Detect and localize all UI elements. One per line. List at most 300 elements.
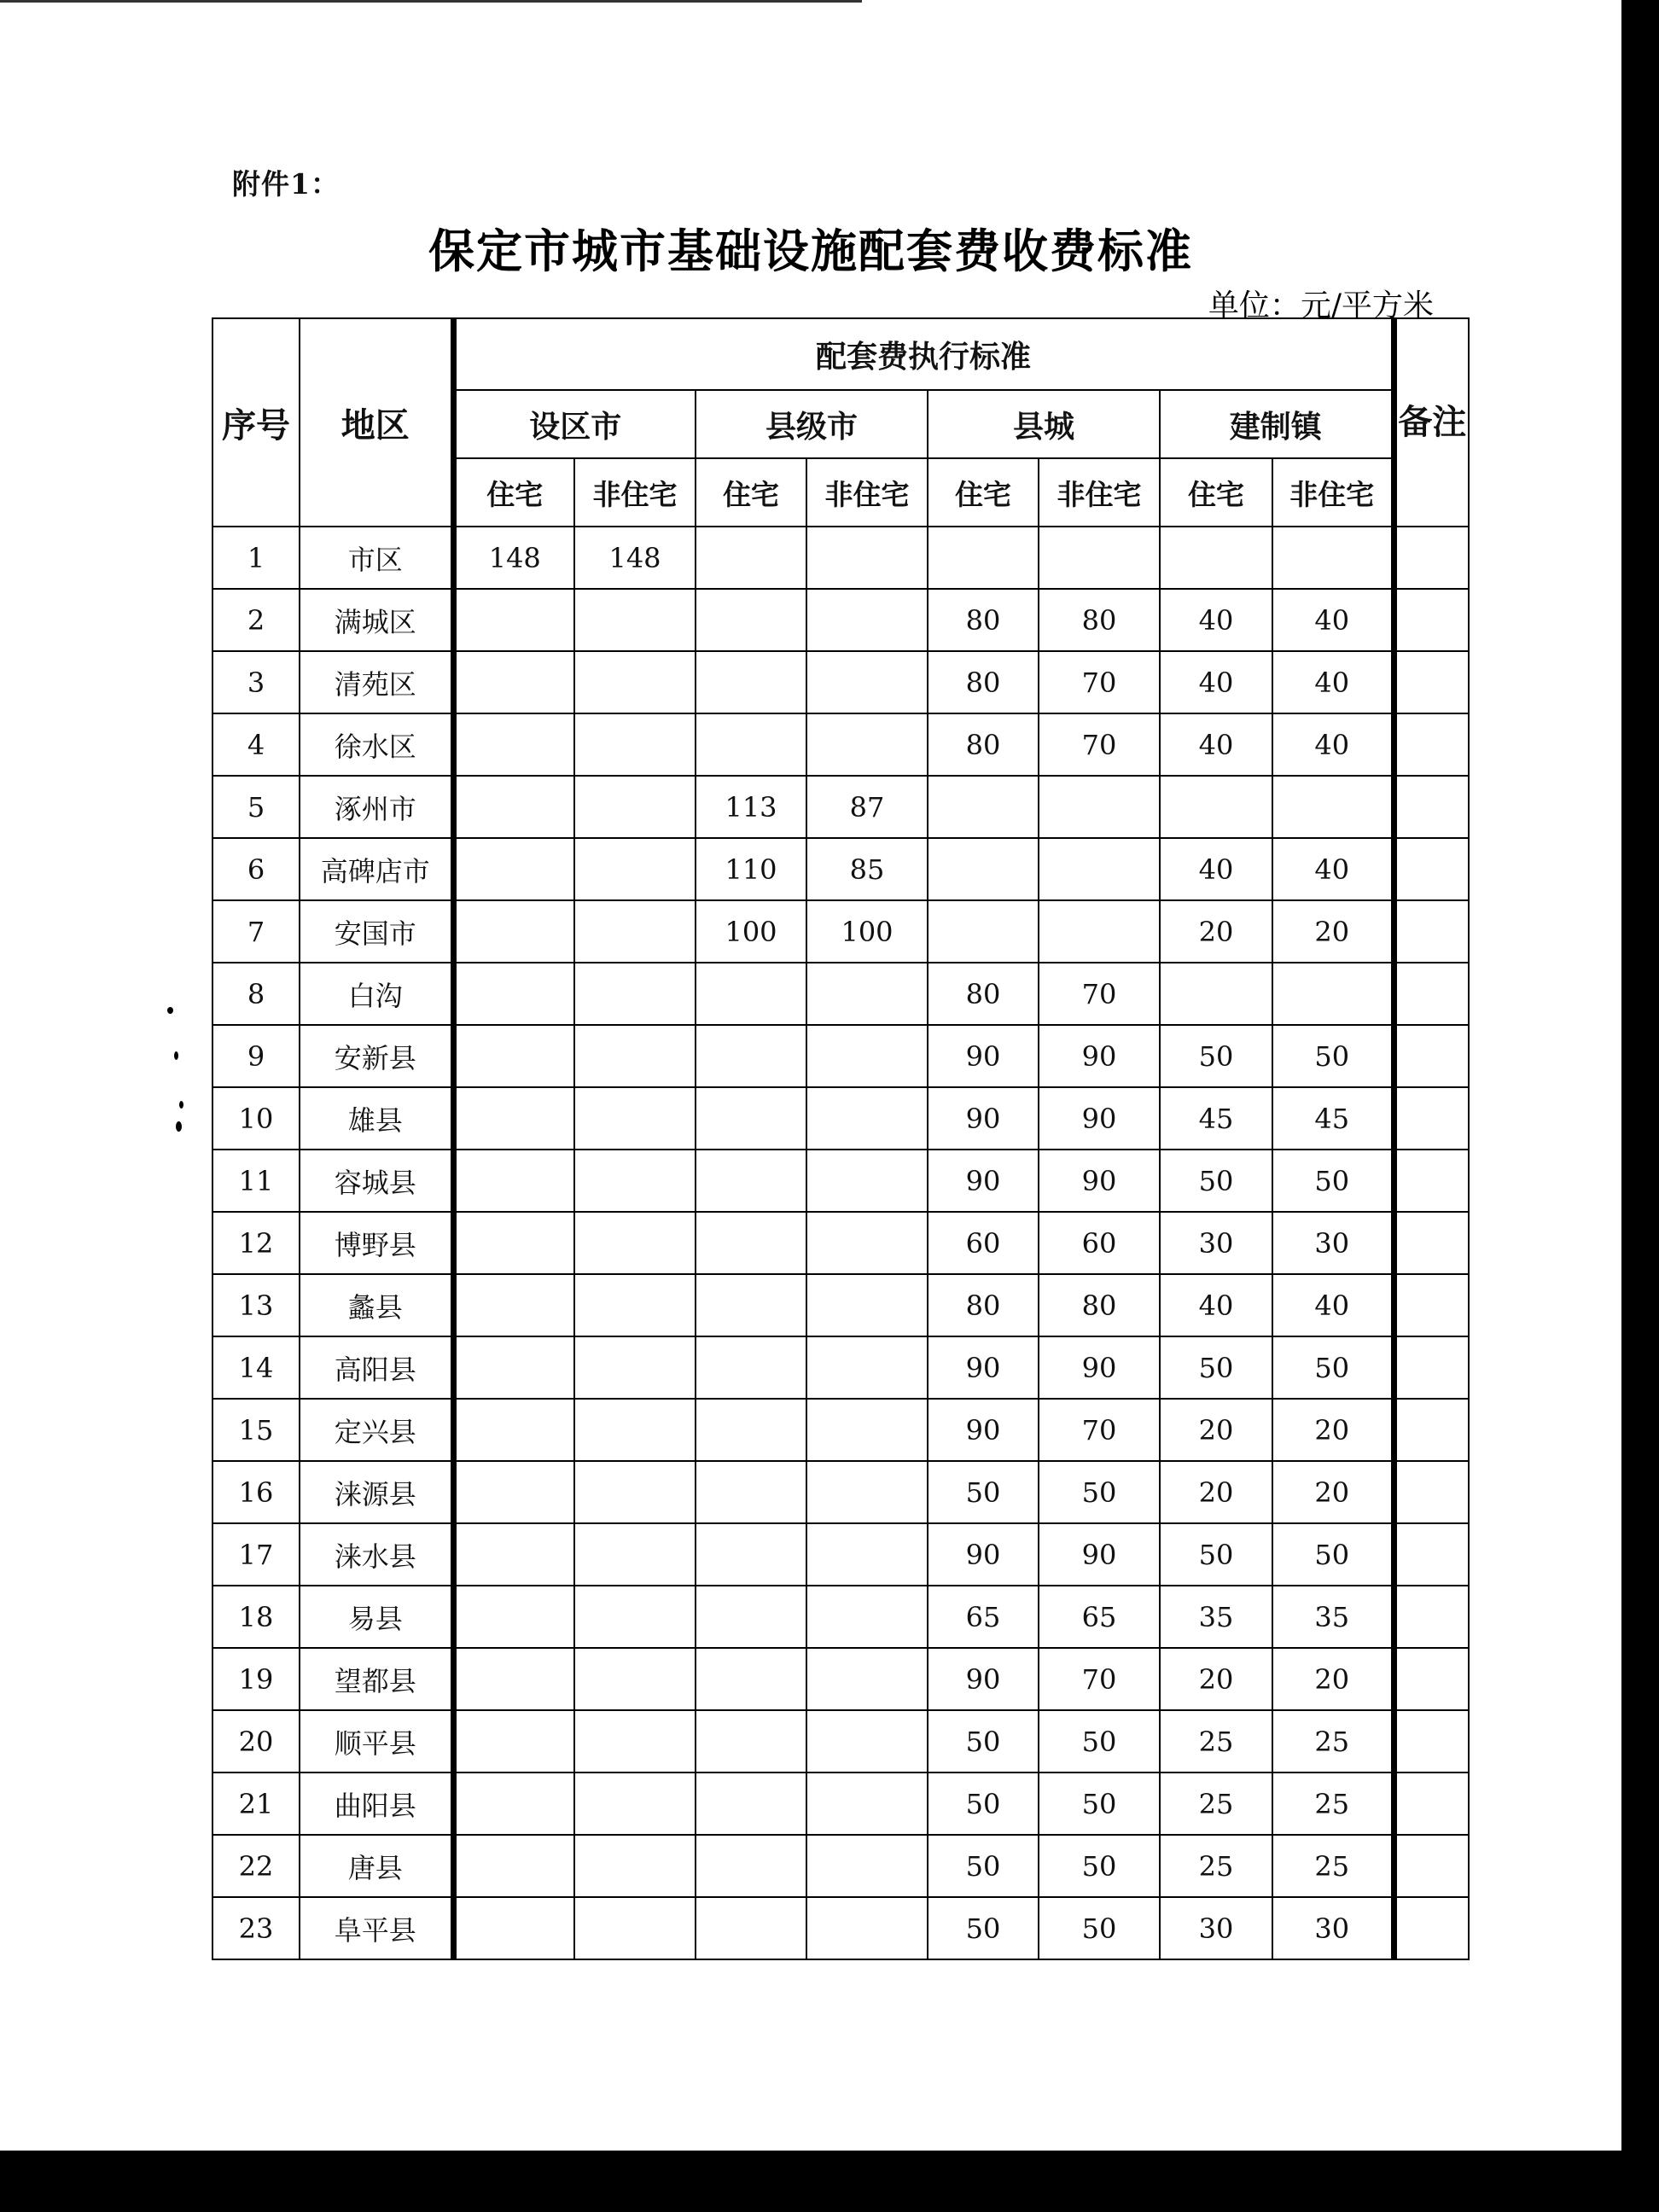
fee-district-city-residential bbox=[453, 1399, 574, 1461]
row-seq: 14 bbox=[212, 1336, 300, 1399]
fee-county-town-residential: 90 bbox=[928, 1336, 1039, 1399]
row-region: 涞源县 bbox=[300, 1461, 453, 1523]
fee-town-nonresidential: 30 bbox=[1272, 1897, 1394, 1959]
header-category-district-city: 设区市 bbox=[453, 390, 696, 458]
row-region: 安国市 bbox=[300, 900, 453, 963]
row-seq: 21 bbox=[212, 1773, 300, 1835]
fee-district-city-nonresidential bbox=[574, 1773, 696, 1835]
row-seq: 6 bbox=[212, 838, 300, 900]
row-region: 安新县 bbox=[300, 1025, 453, 1087]
row-region: 曲阳县 bbox=[300, 1773, 453, 1835]
fee-district-city-residential bbox=[453, 1336, 574, 1399]
fee-district-city-nonresidential bbox=[574, 651, 696, 713]
row-seq: 9 bbox=[212, 1025, 300, 1087]
fee-district-city-residential bbox=[453, 1461, 574, 1523]
row-seq: 23 bbox=[212, 1897, 300, 1959]
row-remark bbox=[1394, 1897, 1469, 1959]
fee-county-city-residential bbox=[696, 1087, 806, 1150]
fee-county-city-nonresidential: 87 bbox=[806, 776, 928, 838]
fee-county-town-residential: 60 bbox=[928, 1212, 1039, 1274]
header-sub-residential: 住宅 bbox=[928, 458, 1039, 527]
fee-town-residential bbox=[1160, 963, 1272, 1025]
fee-county-city-nonresidential bbox=[806, 1461, 928, 1523]
fee-county-city-residential bbox=[696, 1461, 806, 1523]
fee-town-nonresidential: 40 bbox=[1272, 838, 1394, 900]
fee-county-city-residential bbox=[696, 1586, 806, 1648]
fee-county-town-nonresidential: 50 bbox=[1039, 1897, 1160, 1959]
fee-town-residential: 40 bbox=[1160, 1274, 1272, 1336]
fee-county-city-residential bbox=[696, 1336, 806, 1399]
row-seq: 2 bbox=[212, 589, 300, 651]
table-row bbox=[212, 713, 1469, 776]
row-remark bbox=[1394, 1399, 1469, 1461]
row-remark bbox=[1394, 1773, 1469, 1835]
header-sub-residential: 住宅 bbox=[696, 458, 806, 527]
fee-district-city-residential bbox=[453, 1150, 574, 1212]
fee-county-town-nonresidential: 65 bbox=[1039, 1586, 1160, 1648]
fee-county-city-residential bbox=[696, 713, 806, 776]
fee-town-residential: 50 bbox=[1160, 1025, 1272, 1087]
fee-county-town-nonresidential: 50 bbox=[1039, 1773, 1160, 1835]
fee-district-city-nonresidential: 148 bbox=[574, 527, 696, 589]
fee-town-residential: 25 bbox=[1160, 1773, 1272, 1835]
fee-county-town-nonresidential: 70 bbox=[1039, 963, 1160, 1025]
row-seq: 11 bbox=[212, 1150, 300, 1212]
fee-county-city-nonresidential bbox=[806, 1274, 928, 1336]
table-row bbox=[212, 963, 1469, 1025]
fee-county-city-nonresidential bbox=[806, 1212, 928, 1274]
fee-district-city-nonresidential bbox=[574, 1274, 696, 1336]
scan-speck bbox=[174, 1051, 178, 1060]
fee-county-town-nonresidential bbox=[1039, 527, 1160, 589]
table-row bbox=[212, 1399, 1469, 1461]
fee-district-city-residential bbox=[453, 1710, 574, 1773]
fee-district-city-residential bbox=[453, 1773, 574, 1835]
fee-county-city-nonresidential: 85 bbox=[806, 838, 928, 900]
fee-county-city-nonresidential bbox=[806, 1835, 928, 1897]
header-seq: 序号 bbox=[212, 318, 300, 527]
scan-specks bbox=[162, 1007, 188, 1144]
fee-town-nonresidential: 45 bbox=[1272, 1087, 1394, 1150]
header-category-county-town: 县城 bbox=[928, 390, 1160, 458]
fee-district-city-nonresidential bbox=[574, 1710, 696, 1773]
table-row bbox=[212, 1586, 1469, 1648]
fee-town-nonresidential bbox=[1272, 776, 1394, 838]
fee-town-residential: 25 bbox=[1160, 1710, 1272, 1773]
row-seq: 13 bbox=[212, 1274, 300, 1336]
fee-town-residential: 50 bbox=[1160, 1150, 1272, 1212]
header-remark: 备注 bbox=[1394, 318, 1469, 527]
row-region: 高碑店市 bbox=[300, 838, 453, 900]
fee-county-town-nonresidential: 90 bbox=[1039, 1025, 1160, 1087]
fee-county-city-nonresidential bbox=[806, 651, 928, 713]
fee-district-city-nonresidential bbox=[574, 1399, 696, 1461]
table-row bbox=[212, 1025, 1469, 1087]
fee-district-city-nonresidential bbox=[574, 1212, 696, 1274]
fee-county-city-nonresidential bbox=[806, 1150, 928, 1212]
table-row bbox=[212, 1523, 1469, 1586]
fee-county-town-nonresidential: 90 bbox=[1039, 1336, 1160, 1399]
fee-county-town-nonresidential: 70 bbox=[1039, 1399, 1160, 1461]
fee-county-town-residential: 90 bbox=[928, 1087, 1039, 1150]
row-remark bbox=[1394, 1710, 1469, 1773]
fee-county-city-nonresidential bbox=[806, 1710, 928, 1773]
fee-district-city-residential: 148 bbox=[453, 527, 574, 589]
fee-town-residential: 20 bbox=[1160, 900, 1272, 963]
row-seq: 17 bbox=[212, 1523, 300, 1586]
fee-county-town-nonresidential: 80 bbox=[1039, 1274, 1160, 1336]
fee-town-nonresidential: 20 bbox=[1272, 1399, 1394, 1461]
row-seq: 22 bbox=[212, 1835, 300, 1897]
row-region: 涿州市 bbox=[300, 776, 453, 838]
fee-county-city-nonresidential bbox=[806, 1336, 928, 1399]
table-row bbox=[212, 527, 1469, 589]
row-remark bbox=[1394, 589, 1469, 651]
fee-county-city-residential: 100 bbox=[696, 900, 806, 963]
table-row bbox=[212, 838, 1469, 900]
scan-speck bbox=[179, 1101, 183, 1109]
row-region: 市区 bbox=[300, 527, 453, 589]
row-region: 博野县 bbox=[300, 1212, 453, 1274]
fee-county-city-residential bbox=[696, 527, 806, 589]
fee-county-town-residential: 50 bbox=[928, 1897, 1039, 1959]
header-sub-nonresidential: 非住宅 bbox=[1272, 458, 1394, 527]
fee-district-city-nonresidential bbox=[574, 900, 696, 963]
row-seq: 4 bbox=[212, 713, 300, 776]
fee-standard-table bbox=[212, 317, 1470, 1960]
fee-town-nonresidential: 25 bbox=[1272, 1835, 1394, 1897]
fee-town-nonresidential: 25 bbox=[1272, 1773, 1394, 1835]
header-sub-nonresidential: 非住宅 bbox=[806, 458, 928, 527]
scan-edge-line bbox=[0, 0, 862, 3]
fee-town-residential: 40 bbox=[1160, 838, 1272, 900]
fee-district-city-nonresidential bbox=[574, 713, 696, 776]
fee-county-city-nonresidential bbox=[806, 1087, 928, 1150]
row-remark bbox=[1394, 1336, 1469, 1399]
row-region: 顺平县 bbox=[300, 1710, 453, 1773]
fee-county-city-residential bbox=[696, 589, 806, 651]
fee-county-town-nonresidential: 80 bbox=[1039, 589, 1160, 651]
fee-county-town-nonresidential: 70 bbox=[1039, 1648, 1160, 1710]
table-row bbox=[212, 1274, 1469, 1336]
row-region: 阜平县 bbox=[300, 1897, 453, 1959]
header-group: 配套费执行标准 bbox=[453, 318, 1394, 390]
fee-county-city-nonresidential bbox=[806, 1897, 928, 1959]
row-region: 徐水区 bbox=[300, 713, 453, 776]
fee-town-nonresidential: 20 bbox=[1272, 1648, 1394, 1710]
fee-county-city-nonresidential bbox=[806, 963, 928, 1025]
fee-district-city-residential bbox=[453, 776, 574, 838]
row-remark bbox=[1394, 1586, 1469, 1648]
fee-county-city-residential bbox=[696, 1274, 806, 1336]
row-remark bbox=[1394, 1523, 1469, 1586]
fee-district-city-residential bbox=[453, 963, 574, 1025]
fee-district-city-residential bbox=[453, 1835, 574, 1897]
unit-label: 单位：元/平方米 bbox=[1208, 288, 1434, 323]
row-seq: 7 bbox=[212, 900, 300, 963]
fee-district-city-nonresidential bbox=[574, 1461, 696, 1523]
row-remark bbox=[1394, 1461, 1469, 1523]
fee-town-residential: 20 bbox=[1160, 1399, 1272, 1461]
table-row bbox=[212, 1336, 1469, 1399]
fee-town-nonresidential: 50 bbox=[1272, 1336, 1394, 1399]
table-row bbox=[212, 776, 1469, 838]
fee-district-city-nonresidential bbox=[574, 589, 696, 651]
fee-town-nonresidential: 20 bbox=[1272, 900, 1394, 963]
fee-district-city-residential bbox=[453, 1087, 574, 1150]
fee-county-town-nonresidential bbox=[1039, 776, 1160, 838]
row-seq: 18 bbox=[212, 1586, 300, 1648]
fee-town-residential: 25 bbox=[1160, 1835, 1272, 1897]
fee-district-city-nonresidential bbox=[574, 1648, 696, 1710]
table-row bbox=[212, 1212, 1469, 1274]
fee-county-town-nonresidential: 60 bbox=[1039, 1212, 1160, 1274]
fee-district-city-nonresidential bbox=[574, 838, 696, 900]
fee-county-city-residential bbox=[696, 963, 806, 1025]
row-region: 唐县 bbox=[300, 1835, 453, 1897]
fee-county-town-nonresidential: 50 bbox=[1039, 1710, 1160, 1773]
row-remark bbox=[1394, 900, 1469, 963]
fee-county-city-nonresidential bbox=[806, 713, 928, 776]
fee-county-city-residential bbox=[696, 1773, 806, 1835]
scan-speck bbox=[176, 1121, 182, 1132]
fee-county-city-residential: 113 bbox=[696, 776, 806, 838]
fee-town-nonresidential: 50 bbox=[1272, 1025, 1394, 1087]
fee-county-town-residential: 50 bbox=[928, 1835, 1039, 1897]
fee-county-town-nonresidential: 50 bbox=[1039, 1835, 1160, 1897]
header-sub-residential: 住宅 bbox=[1160, 458, 1272, 527]
row-remark bbox=[1394, 838, 1469, 900]
row-remark bbox=[1394, 1087, 1469, 1150]
row-remark bbox=[1394, 527, 1469, 589]
fee-county-town-residential: 65 bbox=[928, 1586, 1039, 1648]
row-remark bbox=[1394, 1025, 1469, 1087]
fee-town-nonresidential bbox=[1272, 963, 1394, 1025]
fee-county-town-nonresidential: 90 bbox=[1039, 1087, 1160, 1150]
fee-county-town-residential: 80 bbox=[928, 651, 1039, 713]
fee-town-residential: 50 bbox=[1160, 1336, 1272, 1399]
row-seq: 5 bbox=[212, 776, 300, 838]
fee-county-town-nonresidential: 90 bbox=[1039, 1150, 1160, 1212]
fee-district-city-nonresidential bbox=[574, 1087, 696, 1150]
table-row bbox=[212, 1648, 1469, 1710]
row-remark bbox=[1394, 1150, 1469, 1212]
table-row bbox=[212, 651, 1469, 713]
fee-county-city-residential bbox=[696, 1150, 806, 1212]
fee-town-nonresidential: 40 bbox=[1272, 1274, 1394, 1336]
fee-town-residential: 40 bbox=[1160, 713, 1272, 776]
fee-county-city-residential bbox=[696, 1897, 806, 1959]
fee-county-city-residential bbox=[696, 1523, 806, 1586]
fee-county-town-residential: 80 bbox=[928, 713, 1039, 776]
fee-town-nonresidential: 40 bbox=[1272, 589, 1394, 651]
fee-county-town-residential: 90 bbox=[928, 1648, 1039, 1710]
row-region: 满城区 bbox=[300, 589, 453, 651]
fee-district-city-nonresidential bbox=[574, 776, 696, 838]
fee-district-city-nonresidential bbox=[574, 1835, 696, 1897]
fee-county-town-residential bbox=[928, 838, 1039, 900]
fee-town-residential: 45 bbox=[1160, 1087, 1272, 1150]
fee-district-city-residential bbox=[453, 1212, 574, 1274]
fee-town-nonresidential: 30 bbox=[1272, 1212, 1394, 1274]
fee-county-city-residential bbox=[696, 1399, 806, 1461]
fee-town-nonresidential: 50 bbox=[1272, 1150, 1394, 1212]
row-seq: 1 bbox=[212, 527, 300, 589]
header-region: 地区 bbox=[300, 318, 453, 527]
fee-county-town-nonresidential bbox=[1039, 838, 1160, 900]
fee-county-town-residential: 50 bbox=[928, 1710, 1039, 1773]
fee-county-town-residential: 80 bbox=[928, 1274, 1039, 1336]
row-region: 涞水县 bbox=[300, 1523, 453, 1586]
row-remark bbox=[1394, 713, 1469, 776]
fee-district-city-nonresidential bbox=[574, 1336, 696, 1399]
header-sub-nonresidential: 非住宅 bbox=[1039, 458, 1160, 527]
fee-county-city-nonresidential bbox=[806, 1399, 928, 1461]
table-body bbox=[212, 527, 1469, 1959]
fee-county-town-residential: 90 bbox=[928, 1150, 1039, 1212]
row-seq: 3 bbox=[212, 651, 300, 713]
fee-town-residential: 50 bbox=[1160, 1523, 1272, 1586]
header-sub-residential: 住宅 bbox=[453, 458, 574, 527]
fee-town-residential: 40 bbox=[1160, 651, 1272, 713]
row-region: 雄县 bbox=[300, 1087, 453, 1150]
fee-district-city-residential bbox=[453, 838, 574, 900]
row-region: 清苑区 bbox=[300, 651, 453, 713]
header-category-county-city: 县级市 bbox=[696, 390, 928, 458]
fee-county-city-residential bbox=[696, 1710, 806, 1773]
fee-county-city-nonresidential bbox=[806, 1773, 928, 1835]
row-seq: 15 bbox=[212, 1399, 300, 1461]
fee-district-city-residential bbox=[453, 1648, 574, 1710]
fee-town-nonresidential: 35 bbox=[1272, 1586, 1394, 1648]
fee-town-residential: 20 bbox=[1160, 1461, 1272, 1523]
fee-county-town-residential bbox=[928, 776, 1039, 838]
fee-town-residential: 20 bbox=[1160, 1648, 1272, 1710]
fee-town-residential: 30 bbox=[1160, 1897, 1272, 1959]
scan-speck bbox=[167, 1007, 173, 1014]
fee-district-city-residential bbox=[453, 1025, 574, 1087]
fee-county-city-nonresidential: 100 bbox=[806, 900, 928, 963]
row-region: 易县 bbox=[300, 1586, 453, 1648]
fee-county-city-residential bbox=[696, 1648, 806, 1710]
fee-district-city-nonresidential bbox=[574, 963, 696, 1025]
table-row bbox=[212, 1150, 1469, 1212]
fee-county-city-nonresidential bbox=[806, 527, 928, 589]
fee-county-city-nonresidential bbox=[806, 1523, 928, 1586]
fee-county-town-residential: 80 bbox=[928, 963, 1039, 1025]
fee-county-city-residential bbox=[696, 651, 806, 713]
fee-county-town-residential: 50 bbox=[928, 1773, 1039, 1835]
fee-county-city-nonresidential bbox=[806, 1025, 928, 1087]
fee-district-city-nonresidential bbox=[574, 1523, 696, 1586]
fee-town-residential: 30 bbox=[1160, 1212, 1272, 1274]
fee-district-city-residential bbox=[453, 713, 574, 776]
fee-county-town-nonresidential: 70 bbox=[1039, 713, 1160, 776]
table-row bbox=[212, 589, 1469, 651]
fee-county-town-nonresidential: 90 bbox=[1039, 1523, 1160, 1586]
fee-county-city-residential bbox=[696, 1025, 806, 1087]
fee-town-residential bbox=[1160, 527, 1272, 589]
fee-district-city-residential bbox=[453, 1274, 574, 1336]
row-region: 容城县 bbox=[300, 1150, 453, 1212]
fee-county-town-residential: 90 bbox=[928, 1025, 1039, 1087]
row-seq: 16 bbox=[212, 1461, 300, 1523]
fee-county-city-nonresidential bbox=[806, 1648, 928, 1710]
fee-district-city-nonresidential bbox=[574, 1150, 696, 1212]
fee-county-city-residential bbox=[696, 1212, 806, 1274]
table-row bbox=[212, 1835, 1469, 1897]
fee-town-nonresidential: 20 bbox=[1272, 1461, 1394, 1523]
fee-district-city-residential bbox=[453, 1586, 574, 1648]
fee-county-town-residential bbox=[928, 527, 1039, 589]
fee-county-town-residential bbox=[928, 900, 1039, 963]
fee-county-town-residential: 80 bbox=[928, 589, 1039, 651]
fee-district-city-residential bbox=[453, 900, 574, 963]
row-remark bbox=[1394, 1274, 1469, 1336]
fee-district-city-nonresidential bbox=[574, 1025, 696, 1087]
row-seq: 8 bbox=[212, 963, 300, 1025]
row-seq: 12 bbox=[212, 1212, 300, 1274]
row-region: 蠡县 bbox=[300, 1274, 453, 1336]
row-region: 定兴县 bbox=[300, 1399, 453, 1461]
row-seq: 19 bbox=[212, 1648, 300, 1710]
fee-county-town-residential: 50 bbox=[928, 1461, 1039, 1523]
fee-town-nonresidential: 40 bbox=[1272, 713, 1394, 776]
fee-county-city-nonresidential bbox=[806, 589, 928, 651]
fee-county-city-nonresidential bbox=[806, 1586, 928, 1648]
table-row bbox=[212, 1897, 1469, 1959]
annex-label: 附件1： bbox=[232, 167, 340, 201]
fee-county-city-residential: 110 bbox=[696, 838, 806, 900]
row-region: 高阳县 bbox=[300, 1336, 453, 1399]
row-remark bbox=[1394, 651, 1469, 713]
row-seq: 20 bbox=[212, 1710, 300, 1773]
row-remark bbox=[1394, 776, 1469, 838]
table-row bbox=[212, 1461, 1469, 1523]
fee-district-city-residential bbox=[453, 651, 574, 713]
fee-town-nonresidential: 40 bbox=[1272, 651, 1394, 713]
fee-county-town-nonresidential: 70 bbox=[1039, 651, 1160, 713]
header-sub-nonresidential: 非住宅 bbox=[574, 458, 696, 527]
fee-county-town-nonresidential: 50 bbox=[1039, 1461, 1160, 1523]
table-row bbox=[212, 1710, 1469, 1773]
header-category-town: 建制镇 bbox=[1160, 390, 1394, 458]
fee-town-nonresidential bbox=[1272, 527, 1394, 589]
row-region: 望都县 bbox=[300, 1648, 453, 1710]
fee-town-nonresidential: 25 bbox=[1272, 1710, 1394, 1773]
fee-district-city-residential bbox=[453, 1897, 574, 1959]
fee-town-residential bbox=[1160, 776, 1272, 838]
fee-county-city-residential bbox=[696, 1835, 806, 1897]
row-seq: 10 bbox=[212, 1087, 300, 1150]
fee-town-residential: 35 bbox=[1160, 1586, 1272, 1648]
fee-county-town-residential: 90 bbox=[928, 1523, 1039, 1586]
row-remark bbox=[1394, 1648, 1469, 1710]
fee-district-city-nonresidential bbox=[574, 1897, 696, 1959]
fee-town-residential: 40 bbox=[1160, 589, 1272, 651]
row-remark bbox=[1394, 1212, 1469, 1274]
fee-district-city-nonresidential bbox=[574, 1586, 696, 1648]
row-region: 白沟 bbox=[300, 963, 453, 1025]
fee-district-city-residential bbox=[453, 589, 574, 651]
fee-county-town-residential: 90 bbox=[928, 1399, 1039, 1461]
document-title: 保定市城市基础设施配套费收费标准 bbox=[428, 224, 1193, 278]
table-row bbox=[212, 1087, 1469, 1150]
row-remark bbox=[1394, 963, 1469, 1025]
fee-county-town-nonresidential bbox=[1039, 900, 1160, 963]
row-remark bbox=[1394, 1835, 1469, 1897]
fee-town-nonresidential: 50 bbox=[1272, 1523, 1394, 1586]
